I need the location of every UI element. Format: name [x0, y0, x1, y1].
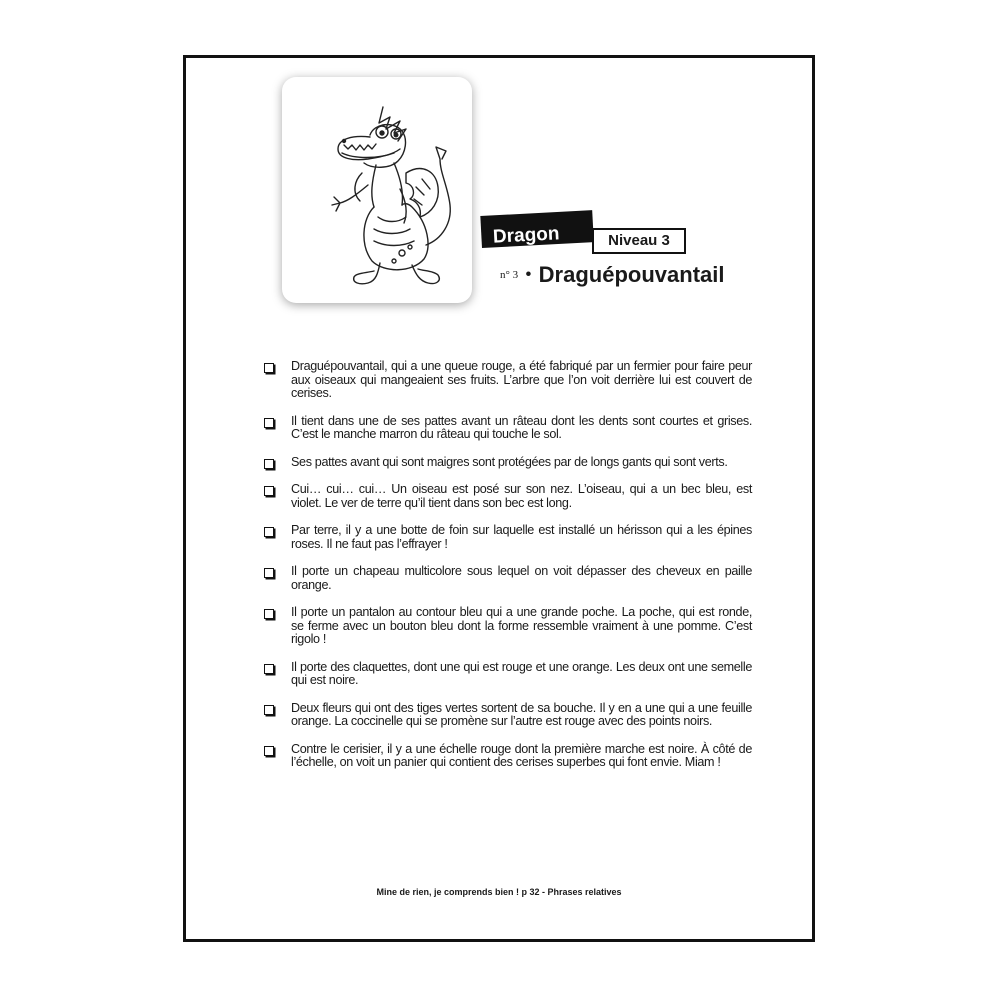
- list-item-text: Il porte un chapeau multicolore sous lequel on voit dépasser des cheveux en paille orange.: [291, 564, 752, 592]
- checkbox-icon[interactable]: [264, 705, 274, 715]
- checkbox-icon[interactable]: [264, 363, 274, 373]
- page-title: Draguépouvantail: [538, 262, 725, 287]
- list-item: [262, 702, 752, 729]
- list-item: [262, 456, 752, 470]
- sheet-number: n° 3: [500, 269, 519, 281]
- illustration-card: [282, 77, 472, 303]
- level-badge: Niveau 3: [592, 228, 686, 254]
- checkbox-icon[interactable]: [264, 609, 274, 619]
- list-item-text: Il porte un pantalon au contour bleu qui a une grande poche. La poche, qui est ronde, se ferme avec un bouton bleu dont la forme ressemble vraiment à une pomme. C’est rigolo !: [291, 605, 752, 646]
- title-bullet: •: [525, 266, 532, 283]
- page-footer: Mine de rien, je comprends bien ! p 32 - Phrases relatives: [376, 887, 622, 897]
- list-item: [262, 606, 752, 647]
- checkbox-icon[interactable]: [264, 486, 274, 496]
- list-item-text: Par terre, il y a une botte de foin sur laquelle est installé un hérisson qui a les épines roses. Il ne faut pas l’effrayer !: [291, 523, 752, 551]
- checkbox-icon[interactable]: [264, 568, 274, 578]
- list-item: [262, 661, 752, 688]
- list-item-text: Il porte des claquettes, dont une qui est rouge et une orange. Les deux ont une semelle qui est noire.: [291, 659, 752, 687]
- checkbox-icon[interactable]: [264, 418, 274, 428]
- list-item: [262, 360, 752, 401]
- list-item-text: Ses pattes avant qui sont maigres sont protégées par de longs gants qui sont verts.: [291, 454, 728, 469]
- list-item-text: Contre le cerisier, il y a une échelle rouge dont la première marche est noire. À côté de l’échelle, on voit un panier qui contient des cerises superbes qui font envie. Miam !: [291, 741, 752, 769]
- category-label: Dragon: [492, 223, 560, 248]
- dragon-illustration: [282, 77, 472, 303]
- list-item: [262, 743, 752, 770]
- checkbox-icon[interactable]: [264, 459, 274, 469]
- checkbox-icon[interactable]: [264, 664, 274, 674]
- list-item-text: Deux fleurs qui ont des tiges vertes sortent de sa bouche. Il y en a une qui a une feuille orange. La coccinelle qui se promène sur l’autre est rouge avec des points noirs.: [291, 700, 752, 728]
- list-item: [262, 524, 752, 551]
- checklist: [262, 360, 752, 784]
- title-row: [500, 262, 724, 288]
- list-item: [262, 483, 752, 510]
- list-item-text: Cui… cui… cui… Un oiseau est posé sur son nez. L’oiseau, qui a un bec bleu, est violet. Le ver de terre qu’il tient dans son bec est long.: [291, 482, 752, 510]
- list-item-text: Il tient dans une de ses pattes avant un râteau dont les dents sont courtes et grises. C’est le manche marron du râteau qui touche le sol.: [291, 413, 752, 441]
- checkbox-icon[interactable]: [264, 746, 274, 756]
- list-item-text: Draguépouvantail, qui a une queue rouge, a été fabriqué par un fermier pour faire peur aux oiseaux qui mangeaient ses fruits. L’arbre que l’on voit derrière lui est couvert de cerises.: [291, 359, 752, 400]
- list-item: [262, 415, 752, 442]
- checkbox-icon[interactable]: [264, 527, 274, 537]
- list-item: [262, 565, 752, 592]
